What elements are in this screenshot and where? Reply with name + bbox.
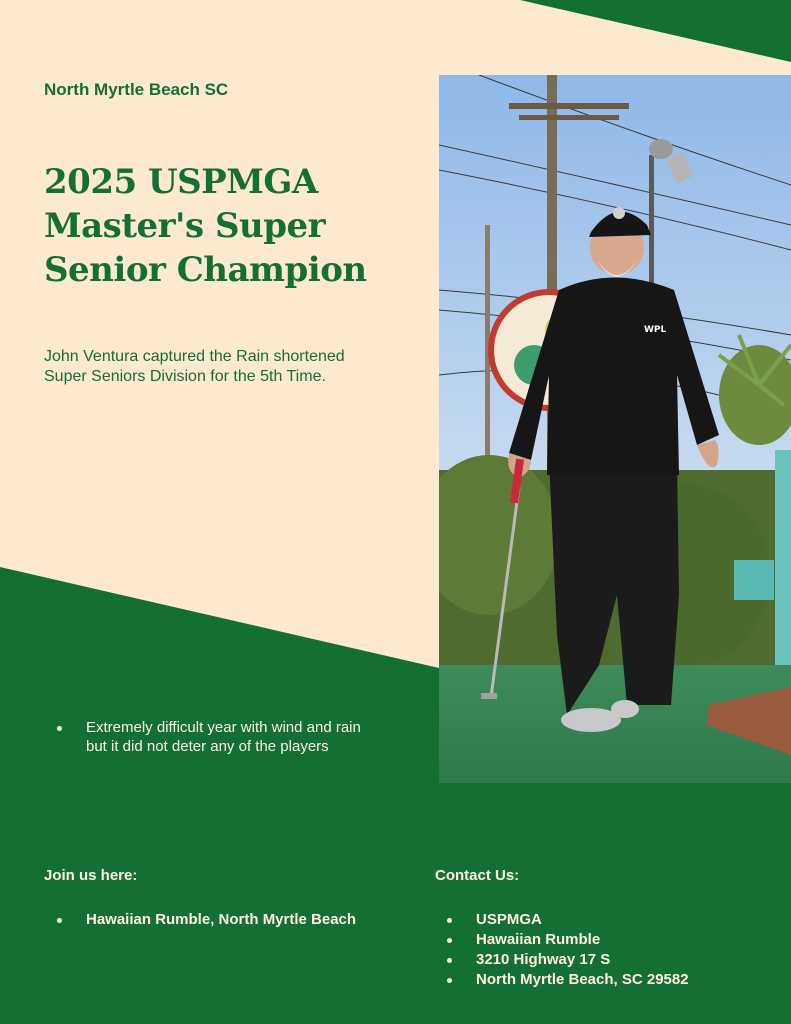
highlight-item: Extremely difficult year with wind and rain but it did not deter any of the players — [44, 718, 384, 756]
page-title — [44, 160, 424, 292]
title-line-3: Senior Champion — [44, 250, 367, 290]
contact-heading: Contact Us: — [435, 867, 520, 884]
top-right-green-band — [520, 0, 791, 62]
highlights-list — [44, 718, 384, 756]
join-heading: Join us here: — [44, 867, 138, 884]
join-item: Hawaiian Rumble, North Myrtle Beach — [44, 910, 356, 930]
contact-item: North Myrtle Beach, SC 29582 — [434, 970, 689, 990]
golfer-right-shoe — [611, 700, 639, 718]
shirt-logo: WPL — [644, 325, 667, 335]
contact-item: USPMGA — [434, 910, 689, 930]
contact-item: Hawaiian Rumble — [434, 930, 689, 950]
contact-list — [434, 910, 689, 990]
putter-head — [481, 693, 497, 699]
teal-structure — [734, 560, 774, 600]
champion-photo — [439, 75, 791, 783]
join-list — [44, 910, 356, 930]
title-line-1: 2025 USPMGA — [44, 162, 318, 202]
street-lamp — [649, 139, 673, 159]
intro-paragraph: John Ventura captured the Rain shortened Super Seniors Division for the 5th Time. — [44, 348, 345, 385]
contact-item: 3210 Highway 17 S — [434, 950, 689, 970]
location-label: North Myrtle Beach SC — [44, 80, 229, 99]
title-line-2: Master's Super — [44, 206, 326, 246]
